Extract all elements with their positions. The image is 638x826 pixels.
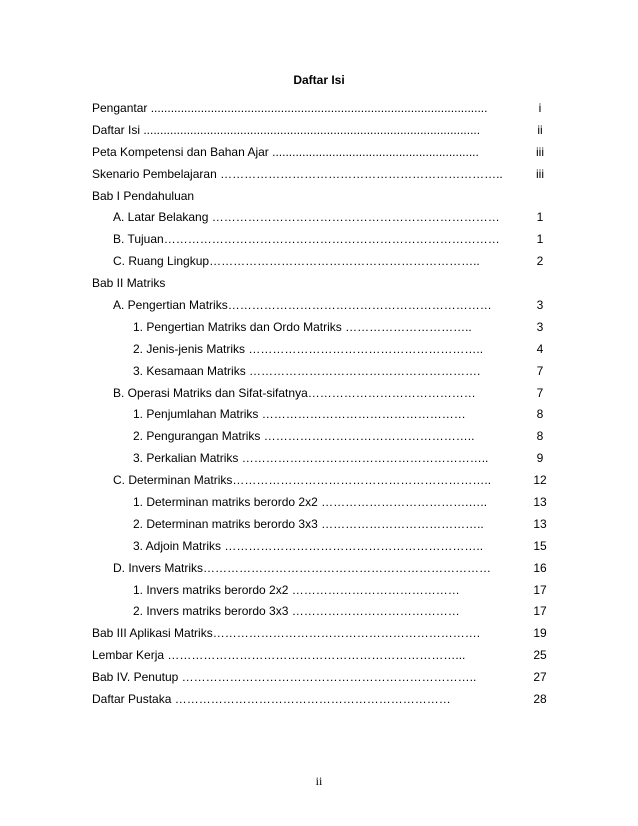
toc-entry-title: Bab III Aplikasi Matriks…………………………………………………………. [92, 626, 481, 641]
toc-entry[interactable] [0, 145, 638, 167]
toc-entry-title: Pengantar ..................................................................................................... [92, 101, 488, 115]
toc-entry-page: 1 [536, 210, 544, 225]
toc-entry-title: Bab I Pendahuluan [92, 188, 195, 203]
toc-entry-page: 2 [536, 254, 544, 269]
toc-entry[interactable] [0, 123, 638, 145]
toc-entry-title: 3. Kesamaan Matriks …………………………………………………. [133, 363, 481, 378]
toc-entry[interactable] [0, 342, 638, 364]
toc-entry[interactable] [0, 539, 638, 561]
table-of-contents [0, 101, 638, 714]
toc-entry[interactable] [0, 298, 638, 320]
toc-entry[interactable] [0, 386, 638, 408]
toc-entry[interactable] [0, 495, 638, 517]
toc-entry[interactable] [0, 101, 638, 123]
toc-entry[interactable] [0, 320, 638, 342]
toc-entry[interactable] [0, 232, 638, 254]
toc-entry-title: A. Latar Belakang ……………………………………………………………… [113, 210, 500, 225]
toc-entry[interactable] [0, 254, 638, 276]
toc-entry-title: 2. Invers matriks berordo 3x3 …………………………………… [133, 604, 460, 619]
toc-entry-title: B. Operasi Matriks dan Sifat-sifatnya…………………………………… [113, 385, 476, 400]
page-title: Daftar Isi [293, 73, 345, 87]
toc-entry-page: 17 [533, 604, 547, 619]
toc-entry-page: 8 [536, 429, 544, 444]
toc-entry-page: 9 [536, 451, 544, 466]
toc-entry-title: 2. Jenis-jenis Matriks ………………………………………………….. [133, 341, 484, 356]
toc-entry-title: 1. Determinan matriks berordo 2x2 ……………………………….….. [133, 495, 488, 510]
toc-entry-title: 3. Adjoin Matriks ……………………………………………………….. [133, 538, 484, 553]
toc-entry-title: Daftar Pustaka …………………………………………………………… [92, 692, 451, 707]
toc-entry-page: 13 [533, 495, 547, 510]
toc-entry-title: 2. Pengurangan Matriks …………………………………………….. [133, 429, 475, 444]
toc-entry-page: 25 [533, 648, 547, 663]
toc-entry-title: C. Ruang Lingkup………………………………………………………….. [113, 254, 480, 269]
toc-entry-title: 2. Determinan matriks berordo 3x3 ………………………………….. [133, 516, 484, 531]
toc-entry-title: Peta Kompetensi dan Bahan Ajar .............................................................. [92, 144, 479, 159]
toc-entry-title: C. Determinan Matriks……………………………………………………….. [113, 473, 492, 488]
toc-entry-page: 8 [536, 407, 544, 422]
toc-entry[interactable] [0, 583, 638, 605]
toc-entry-page: 1 [536, 232, 544, 247]
toc-entry-page: 15 [533, 538, 547, 553]
toc-entry-page: 13 [533, 516, 547, 531]
toc-entry-page: iii [536, 166, 544, 181]
toc-entry[interactable] [0, 604, 638, 626]
toc-entry-title: 1. Pengertian Matriks dan Ordo Matriks ………………………….. [133, 319, 472, 334]
toc-entry-title: D. Invers Matriks……………………………………………………………… [113, 560, 492, 575]
toc-entry-page: 16 [533, 560, 547, 575]
toc-entry-page: 7 [536, 363, 544, 378]
page-number: ii [315, 774, 323, 788]
toc-entry-title: Lembar Kerja ………………………………………………………………... [92, 648, 466, 663]
toc-entry-title: B. Tujuan………………………………………………………………………… [113, 232, 500, 247]
toc-entry-title: A. Pengertian Matriks………………………………………………………… [113, 298, 492, 313]
toc-entry-page: 3 [536, 319, 544, 334]
toc-entry-page: 19 [533, 626, 547, 641]
toc-entry-page: 27 [533, 670, 547, 685]
toc-entry[interactable] [0, 692, 638, 714]
toc-entry-page: ii [537, 122, 543, 137]
toc-entry[interactable] [0, 429, 638, 451]
toc-entry-page: 17 [533, 582, 547, 597]
toc-entry[interactable] [0, 648, 638, 670]
toc-entry[interactable] [0, 517, 638, 539]
toc-entry-title: 3. Perkalian Matriks …………………………………………………….. [133, 451, 489, 466]
toc-entry[interactable] [0, 451, 638, 473]
toc-entry[interactable] [0, 473, 638, 495]
toc-entry[interactable] [0, 407, 638, 429]
toc-entry-title: Skenario Pembelajaran …………………………………………………………….. [92, 166, 503, 181]
toc-entry[interactable] [0, 276, 638, 298]
toc-entry[interactable] [0, 670, 638, 692]
toc-entry-page: 7 [536, 385, 544, 400]
toc-entry-page: 3 [536, 298, 544, 313]
toc-entry-title: Bab IV. Penutup ……………………………………………………………….. [92, 670, 477, 685]
toc-entry[interactable] [0, 210, 638, 232]
toc-entry[interactable] [0, 626, 638, 648]
toc-entry[interactable] [0, 167, 638, 189]
toc-entry-title: 1. Invers matriks berordo 2x2 …………………………………… [133, 582, 460, 597]
toc-entry-page: 4 [536, 341, 544, 356]
toc-entry-title: Daftar Isi ..................................................................................................... [92, 122, 481, 137]
toc-entry-page: iii [536, 144, 544, 159]
toc-entry-title: Bab II Matriks [92, 276, 166, 291]
toc-entry-page: 12 [533, 473, 547, 488]
toc-entry[interactable] [0, 561, 638, 583]
toc-entry-title: 1. Penjumlahan Matriks …………………………………………… [133, 407, 466, 422]
toc-entry-page: 28 [533, 692, 547, 707]
toc-entry[interactable] [0, 189, 638, 211]
toc-entry[interactable] [0, 364, 638, 386]
toc-entry-page: i [538, 101, 542, 115]
